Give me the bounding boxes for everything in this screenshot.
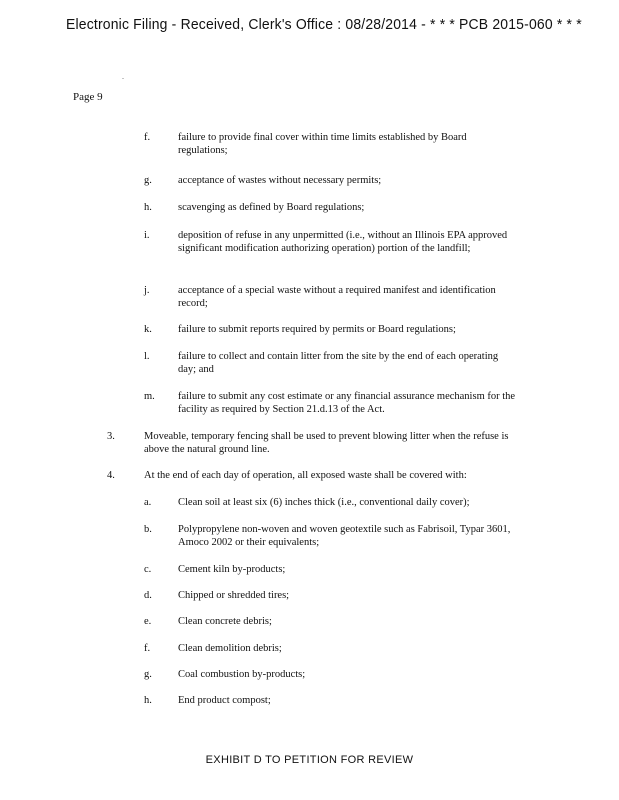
numbered-item-text: Moveable, temporary fencing shall be used to prevent blowing litter when the refuse is above the natural ground line. <box>144 431 509 455</box>
list-item-text: failure to collect and contain litter from the site by the end of each operating day; and <box>178 351 499 375</box>
list-item-label: k. <box>144 324 152 335</box>
list-item-label: b. <box>144 524 152 535</box>
list-item-label: e. <box>144 616 152 627</box>
list-item-label: i. <box>144 230 150 241</box>
list-item-text: Polypropylene non-woven and woven geotextile such as Fabrisoil, Typar 3601, Amoco 2002 or their equivalents; <box>178 524 511 548</box>
list-item-label: h. <box>144 202 152 213</box>
page-number: Page 9 <box>73 91 103 103</box>
list-item-label: m. <box>144 391 155 402</box>
list-item-text: failure to submit any cost estimate or any financial assurance mechanism for the facility as required by Section 21.d.13 of the Act. <box>178 391 516 415</box>
list-item-label: f. <box>144 132 151 143</box>
list-item-text: acceptance of a special waste without a required manifest and identification record; <box>178 285 496 309</box>
list-item-label: l. <box>144 351 150 362</box>
list-item-label: h. <box>144 695 152 706</box>
list-item-text: Coal combustion by-products; <box>178 669 306 680</box>
numbered-item-text: At the end of each day of operation, all exposed waste shall be covered with: <box>144 470 467 481</box>
list-item-text: Clean demolition debris; <box>178 643 282 654</box>
list-item-text: Clean concrete debris; <box>178 616 272 627</box>
list-item-text: Clean soil at least six (6) inches thick (i.e., conventional daily cover); <box>178 497 470 508</box>
exhibit-footer: EXHIBIT D TO PETITION FOR REVIEW <box>205 754 414 766</box>
list-item-text: End product compost; <box>178 695 271 706</box>
list-item-text: Cement kiln by-products; <box>178 564 286 575</box>
list-item-label: f. <box>144 643 151 654</box>
list-item-text: Chipped or shredded tires; <box>178 590 290 601</box>
stray-mark: . <box>122 72 124 81</box>
list-item-label: c. <box>144 564 152 575</box>
list-item-label: g. <box>144 175 152 186</box>
list-item-text: failure to submit reports required by permits or Board regulations; <box>178 324 456 335</box>
list-item-text: failure to provide final cover within time limits established by Board regulations; <box>178 132 467 156</box>
numbered-item-label: 4. <box>107 470 115 481</box>
numbered-item-label: 3. <box>107 431 115 442</box>
list-item-label: a. <box>144 497 152 508</box>
list-item-text: acceptance of wastes without necessary permits; <box>178 175 382 186</box>
list-item-label: g. <box>144 669 152 680</box>
list-item-text: scavenging as defined by Board regulations; <box>178 202 365 213</box>
list-item-text: deposition of refuse in any unpermitted (i.e., without an Illinois EPA approved significant modification authorizing operation) portion of the landfill; <box>178 230 508 254</box>
filing-stamp-header: Electronic Filing - Received, Clerk's Office : 08/28/2014 - * * * PCB 2015-060 * * * <box>66 16 582 33</box>
list-item-label: j. <box>144 285 150 296</box>
list-item-label: d. <box>144 590 152 601</box>
